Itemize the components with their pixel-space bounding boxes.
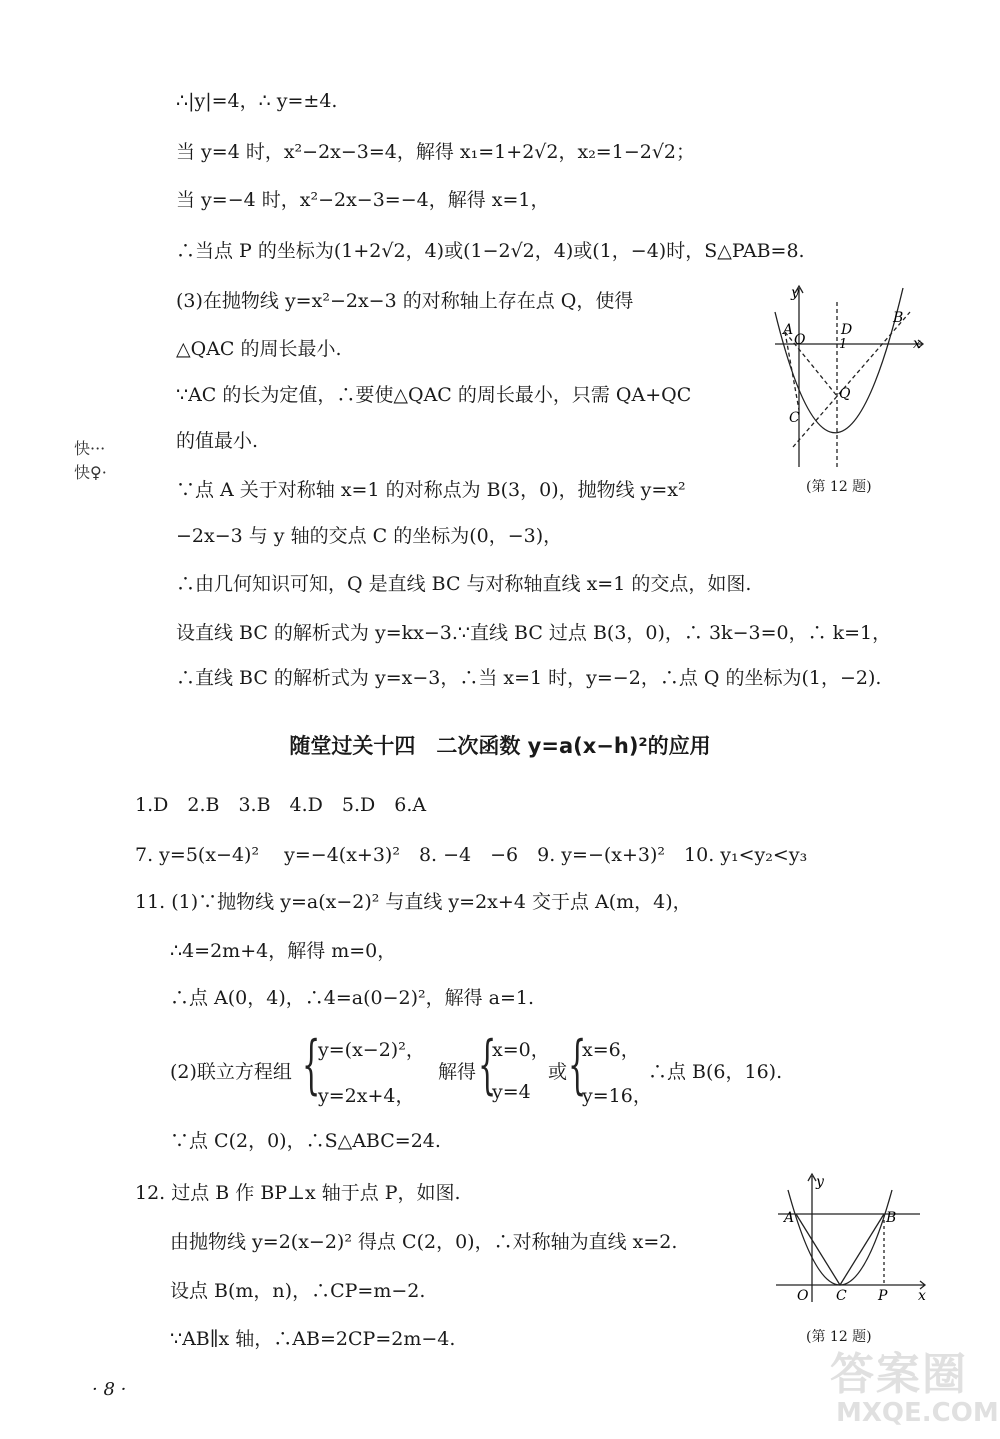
q11-eq1-top: y=(x−2)²， — [318, 1039, 425, 1061]
q12-line-1: 12. 过点 B 作 BP⊥x 轴于点 P，如图. — [135, 1182, 461, 1204]
q11-line-1: 11. (1)∵抛物线 y=a(x−2)² 与直线 y=2x+4 交于点 A(m，4)， — [135, 891, 692, 913]
fig2-label-y: y — [816, 1174, 824, 1190]
fig1-label-Q: Q — [839, 386, 851, 402]
left-brace-3: { — [568, 1028, 587, 1102]
q11-system-lead: (2)联立方程组 — [170, 1061, 292, 1083]
section-title: 随堂过关十四 二次函数 y=a(x−h)²的应用 — [289, 734, 711, 758]
margin-note-1: 快··· — [74, 439, 106, 458]
fig1-label-O: O — [794, 332, 806, 348]
answers-line-2: 7. y=5(x−4)² y=−4(x+3)² 8. −4 −6 9. y=−(x+3)² 10. y₁<y₂<y₃ — [135, 844, 808, 866]
fig1-label-A: A — [783, 322, 794, 338]
fig1-label-D: D — [841, 322, 853, 338]
q11-system-block — [170, 1028, 790, 1107]
fig1-label-C: C — [789, 410, 800, 426]
page-number: · 8 · — [92, 1379, 127, 1400]
solution-line-8: 的值最小. — [176, 430, 259, 452]
fig2-label-P: P — [878, 1288, 888, 1304]
solution-line-6: △QAC 的周长最小. — [176, 338, 342, 360]
solution-line-3: 当 y=−4 时，x²−2x−3=−4，解得 x=1， — [176, 189, 550, 211]
figure2-caption: (第 12 题) — [806, 1329, 872, 1345]
fig2-label-A: A — [784, 1210, 795, 1226]
figure-parabola-2 — [770, 1170, 935, 1305]
solution-line-1: ∴|y|=4，∴ y=±4. — [176, 90, 338, 112]
margin-note-2: 快♀· — [74, 463, 107, 482]
answers-line-1: 1.D 2.B 3.B 4.D 5.D 6.A — [135, 794, 427, 816]
solution-line-10: −2x−3 与 y 轴的交点 C 的坐标为(0，−3)， — [176, 525, 563, 547]
q11-or-label: 或 — [548, 1061, 568, 1083]
figure-parabola-1 — [765, 282, 930, 472]
figure1-caption: (第 12 题) — [806, 479, 872, 495]
watermark-line-2: MXQE.COM — [836, 1398, 999, 1428]
solution-line-5: (3)在抛物线 y=x²−2x−3 的对称轴上存在点 Q，使得 — [176, 290, 634, 312]
q11-solve-label: 解得 — [438, 1061, 477, 1083]
q11-line-3: ∴点 A(0，4)，∴4=a(0−2)²，解得 a=1. — [170, 987, 535, 1009]
segment-A-C — [796, 1214, 840, 1285]
q12-line-2: 由抛物线 y=2(x−2)² 得点 C(2，0)，∴对称轴为直线 x=2. — [170, 1231, 678, 1253]
solution-line-11: ∴由几何知识可知，Q 是直线 BC 与对称轴直线 x=1 的交点，如图. — [176, 573, 752, 595]
left-brace-2: { — [478, 1028, 497, 1102]
fig2-label-O: O — [797, 1288, 809, 1304]
parabola-curve — [788, 1190, 892, 1285]
q12-line-4: ∵AB∥x 轴，∴AB=2CP=2m−4. — [170, 1328, 456, 1350]
q11-sol1-top: x=0， — [492, 1039, 550, 1061]
q11-sol1-bottom: y=4 — [492, 1081, 531, 1103]
fig1-label-1: 1 — [839, 337, 848, 352]
fig1-label-y: y — [791, 285, 799, 301]
left-brace-1: { — [302, 1028, 321, 1102]
q11-last-line: ∵点 C(2，0)，∴S△ABC=24. — [170, 1130, 441, 1152]
fig1-label-B: B — [893, 310, 904, 326]
q12-line-3: 设点 B(m，n)，∴CP=m−2. — [170, 1280, 426, 1302]
segment-A-Q — [785, 332, 837, 396]
q11-system-tail: ∴点 B(6，16). — [648, 1061, 783, 1083]
solution-line-12: 设直线 BC 的解析式为 y=kx−3.∵直线 BC 过点 B(3，0)，∴ 3k−3=0，∴ k=1， — [176, 622, 892, 644]
fig2-label-C: C — [836, 1288, 847, 1304]
solution-line-9: ∵点 A 关于对称轴 x=1 的对称点为 B(3，0)，抛物线 y=x² — [176, 479, 686, 501]
fig2-label-B: B — [886, 1210, 897, 1226]
fig1-label-x: x — [913, 336, 921, 352]
watermark-line-1: 答案圈 — [830, 1349, 968, 1400]
q11-eq1-bottom: y=2x+4， — [318, 1085, 415, 1107]
solution-line-2: 当 y=4 时，x²−2x−3=4，解得 x₁=1+2√2，x₂=1−2√2； — [176, 141, 696, 163]
q11-line-2: ∴4=2m+4，解得 m=0， — [170, 940, 397, 962]
solution-line-4: ∴当点 P 的坐标为(1+2√2，4)或(1−2√2，4)或(1，−4)时，S△PAB=8. — [176, 240, 805, 262]
watermark-logo — [820, 1338, 999, 1433]
solution-line-7: ∵AC 的长为定值，∴要使△QAC 的周长最小，只需 QA+QC — [176, 384, 692, 406]
solution-line-13: ∴直线 BC 的解析式为 y=x−3，∴当 x=1 时，y=−2，∴点 Q 的坐标为(1，−2). — [176, 667, 882, 689]
segment-C-B — [840, 1214, 884, 1285]
q11-sol2-bottom: y=16， — [582, 1085, 652, 1107]
q11-sol2-top: x=6， — [582, 1039, 640, 1061]
fig2-label-x: x — [918, 1288, 926, 1304]
